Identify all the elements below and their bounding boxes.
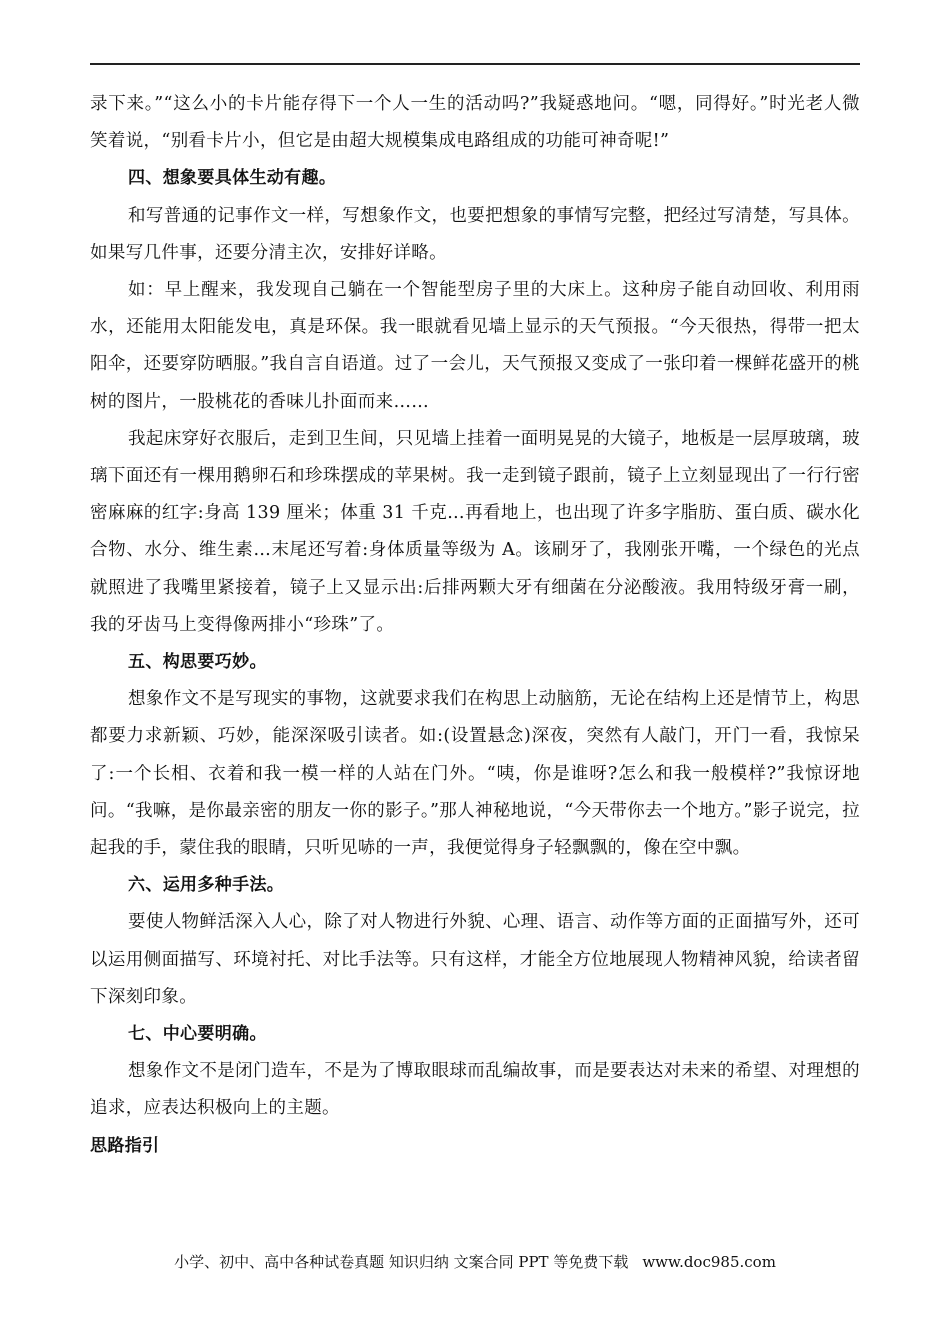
paragraph-7: 想象作文不是闭门造车，不是为了博取眼球而乱编故事，而是要表达对未来的希望、对理想的追求，应表达积极向上的主题。: [90, 1061, 860, 1119]
paragraph-continuation: 录下来。”“这么小的卡片能存得下一个人一生的活动吗?”我疑惑地问。“嗯，同得好。”时光老人微笑着说，“别看卡片小，但它是由超大规模集成电路组成的功能可神奇呢!”: [90, 94, 860, 152]
heading-6: 六、运用多种手法。: [128, 875, 285, 896]
footer-url[interactable]: www.doc985.com: [642, 1253, 776, 1271]
header-rule: [90, 63, 860, 65]
paragraph-4-intro: 和写普通的记事作文一样，写想象作文，也要把想象的事情写完整，把经过写清楚，写具体。如果写几件事，还要分清主次，安排好详略。: [90, 205, 860, 263]
footer-text: 小学、初中、高中各种试卷真题 知识归纳 文案合同 PPT 等免费下载: [174, 1253, 629, 1271]
heading-7: 七、中心要明确。: [128, 1024, 267, 1045]
paragraph-4-example-2: 我起床穿好衣服后，走到卫生间，只见墙上挂着一面明晃晃的大镜子，地板是一层厚玻璃，玻璃下面还有一棵用鹅卵石和珍珠摆成的苹果树。我一走到镜子跟前，镜子上立刻显现出了一行行密密麻麻的红字:身高 139 厘米；体重 31 千克…再看地上，也出现了许多字脂肪、蛋白质、碳水化合物、水分、维生素…末尾还写着:身体质量等级为 A。该刷牙了，我刚张开嘴，一个绿色的光点就照进了我嘴里紧接着，镜子上又显示出:后排两颗大牙有细菌在分泌酸液。我用特级牙膏一刷，我的牙齿马上变得像两排小“珍珠”了。: [90, 428, 860, 635]
heading-4: 四、想象要具体生动有趣。: [128, 168, 337, 189]
document-body: [90, 86, 860, 1165]
page-footer: [0, 1252, 950, 1272]
heading-5: 五、构思要巧妙。: [128, 652, 267, 673]
paragraph-4-example-1: 如：早上醒来，我发现自己躺在一个智能型房子里的大床上。这种房子能自动回收、利用雨水，还能用太阳能发电，真是环保。我一眼就看见墙上显示的天气预报。“今天很热，得带一把太阳伞，还要穿防晒服。”我自言自语道。过了一会儿，天气预报又变成了一张印着一棵鲜花盛开的桃树的图片，一股桃花的香味儿扑面而来……: [90, 280, 860, 412]
paragraph-5: 想象作文不是写现实的事物，这就要求我们在构思上动脑筋，无论在结构上还是情节上，构思都要力求新颖、巧妙，能深深吸引读者。如:(设置悬念)深夜，突然有人敲门，开门一看，我惊呆了:一个长相、衣着和我一模一样的人站在门外。“咦，你是谁呀?怎么和我一般模样?”我惊讶地问。“我嘛，是你最亲密的朋友一你的影子。”那人神秘地说，“今天带你去一个地方。”影子说完，拉起我的手，蒙住我的眼睛，只听见哧的一声，我便觉得身子轻飘飘的，像在空中飘。: [90, 689, 860, 859]
section-title-guide: 思路指引: [90, 1135, 160, 1156]
paragraph-6: 要使人物鲜活深入人心，除了对人物进行外貌、心理、语言、动作等方面的正面描写外，还可以运用侧面描写、环境衬托、对比手法等。只有这样，才能全方位地展现人物精神风貌，给读者留下深刻印象。: [90, 912, 860, 1007]
